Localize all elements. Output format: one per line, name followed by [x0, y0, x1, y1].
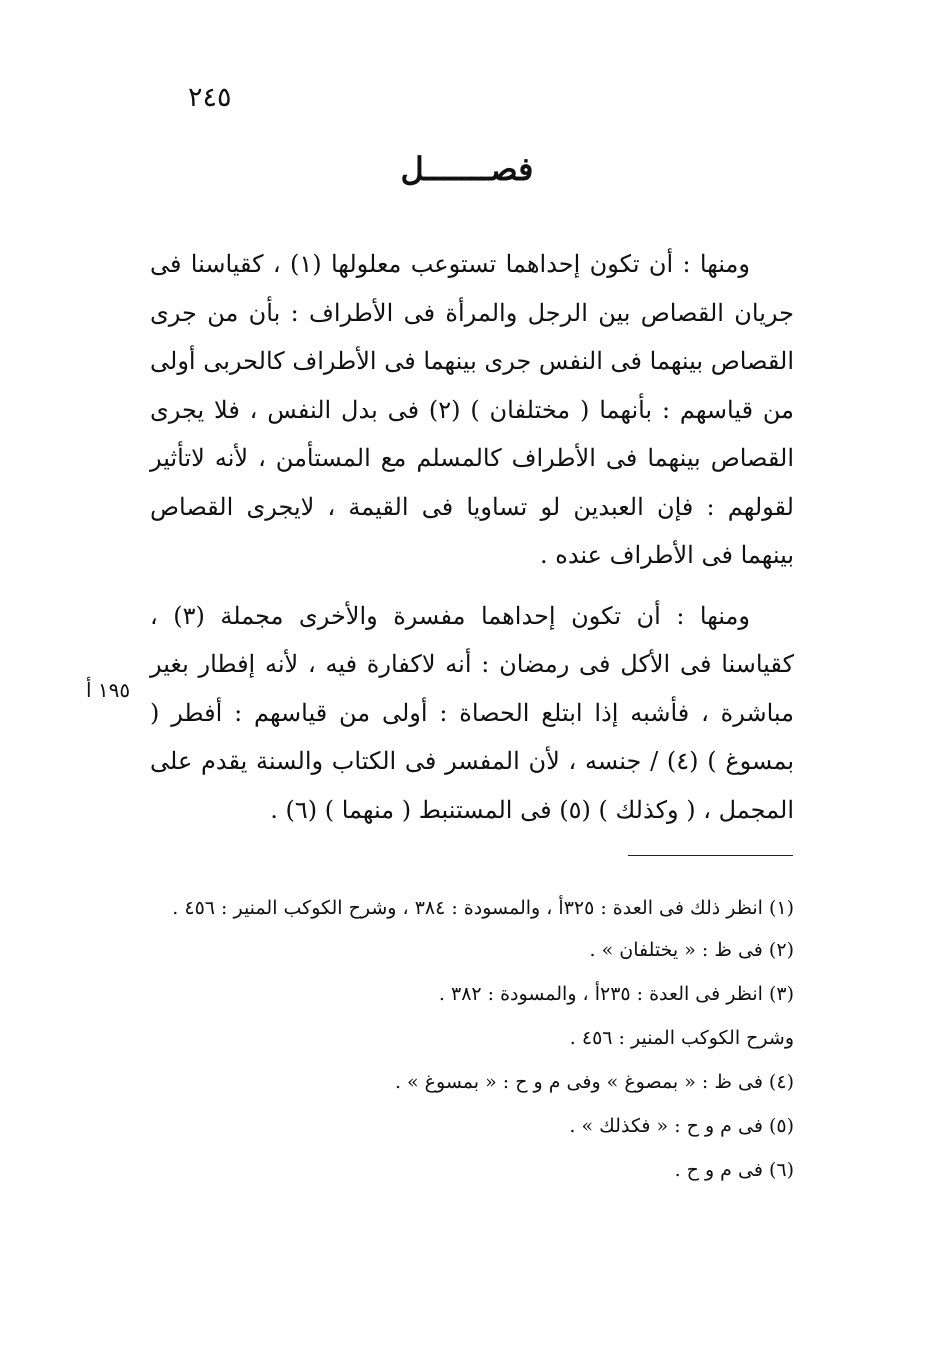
footnote-divider: [628, 855, 793, 856]
manuscript-folio-note: ١٩٥ أ: [86, 678, 131, 702]
footnotes: [150, 888, 794, 1192]
chapter-title: فصـــــــل: [400, 150, 534, 188]
footnote-item: (٣) انظر فى العدة : ٢٣٥أ ، والمسودة : ٣٨٢ .: [438, 983, 794, 1005]
footnote-item: (٤) فى ظ : « بمصوغ » وفى م و ح : « بمسوغ » .: [394, 1071, 794, 1093]
body-paragraph: ومنها : أن تكون إحداهما مفسرة والأخرى مجملة (٣) ، كقياسنا فى الأكل فى رمضان : أنه لاكفارة فيه ، لأنه إفطار بغير مباشرة ، فأشبه إذا ابتلع الحصاة : أولى من قياسهم : أفطر ( بمسوغ ) (٤) / جنسه ، لأن المفسر فى الكتاب والسنة يقدم على المجمل ، ( وكذلك ) (٥) فى المستنبط ( منهما ) (٦) .: [150, 601, 794, 824]
footnote-item: (١) انظر ذلك فى العدة : ٣٢٥أ ، والمسودة : ٣٨٤ ، وشرح الكوكب المنير : ٤٥٦ .: [172, 897, 794, 919]
footnote-item: (٦) فى م و ح .: [674, 1159, 794, 1181]
page-number: ٢٤٥: [188, 82, 232, 113]
footnote-item: (٢) فى ظ : « يختلفان » .: [589, 939, 794, 961]
body-text: [150, 240, 794, 834]
body-paragraph: ومنها : أن تكون إحداهما تستوعب معلولها (١) ، كقياسنا فى جريان القصاص بين الرجل والمرأة فى الأطراف : بأن من جرى القصاص بينهما فى النفس جرى بينهما فى الأطراف كالحربى أولى من قياسهم : بأنهما ( مختلفان ) (٢) فى بدل النفس ، فلا يجرى القصاص بينهما فى الأطراف كالمسلم مع المستأمن ، لأنه لاتأثير لقولهم : فإن العبدين لو تساويا فى القيمة ، لايجرى القصاص بينهما فى الأطراف عنده .: [150, 250, 794, 569]
footnote-item: (٥) فى م و ح : « فكذلك » .: [569, 1115, 794, 1137]
footnote-item: وشرح الكوكب المنير : ٤٥٦ .: [569, 1027, 794, 1049]
